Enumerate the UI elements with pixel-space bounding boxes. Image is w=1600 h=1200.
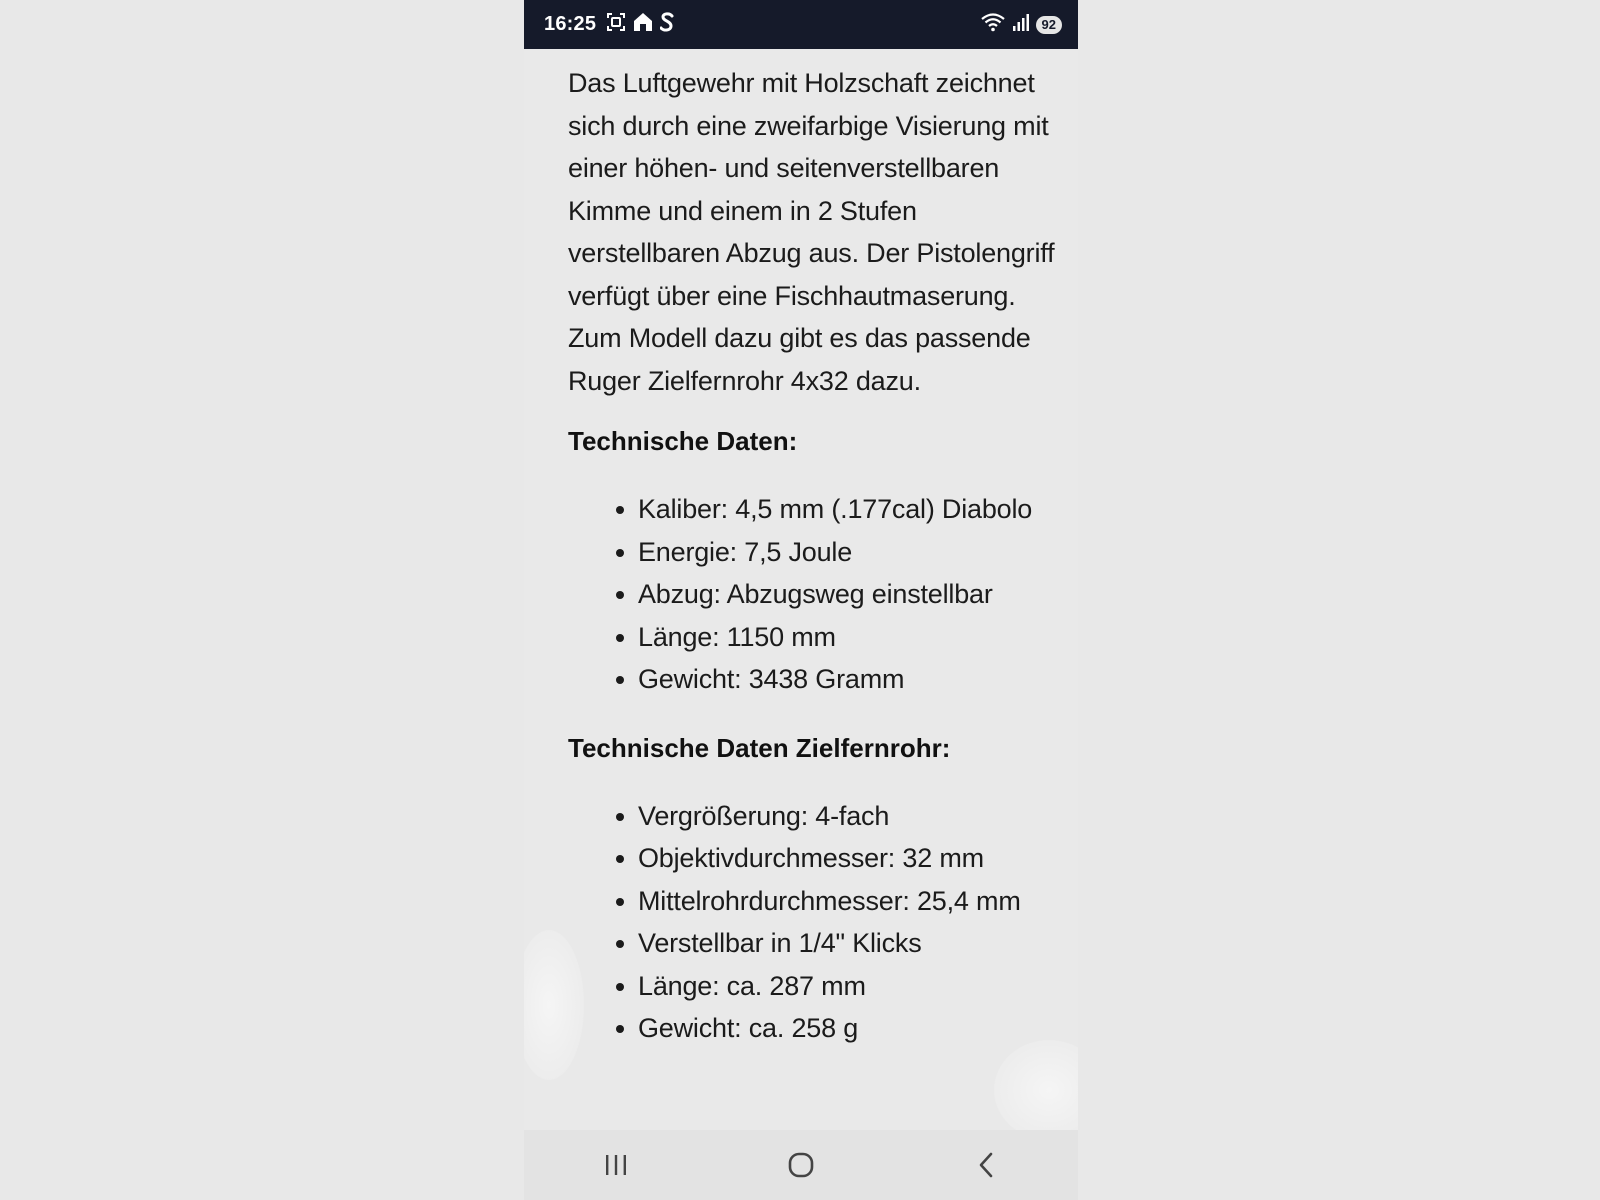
battery-badge: 92 [1036, 16, 1062, 34]
status-bar [524, 0, 1078, 49]
navigation-bar [524, 1130, 1078, 1200]
bullet-icon [616, 813, 624, 821]
bullet-icon [616, 506, 624, 514]
list-item: Verstellbar in 1/4" Klicks [616, 922, 1068, 965]
status-time: 16:25 [544, 13, 597, 35]
scope-specs-list [568, 795, 1068, 1050]
bullet-icon [616, 549, 624, 557]
list-item: Energie: 7,5 Joule [616, 531, 1068, 574]
article-content [568, 62, 1068, 1050]
list-item: Gewicht: ca. 258 g [616, 1007, 1068, 1050]
bullet-icon [616, 855, 624, 863]
list-item: Kaliber: 4,5 mm (.177cal) Diabolo [616, 488, 1068, 531]
scope-specs-heading: Technische Daten Zielfernrohr: [568, 732, 951, 763]
list-item: Mittelrohrdurchmesser: 25,4 mm [616, 880, 1068, 923]
bullet-icon [616, 591, 624, 599]
recent-apps-icon [603, 1153, 629, 1177]
specs-heading: Technische Daten: [568, 426, 798, 456]
home-button-icon [787, 1151, 815, 1179]
status-left-icons [606, 12, 674, 37]
back-button[interactable] [956, 1140, 1016, 1190]
wifi-icon [980, 12, 1006, 37]
bullet-icon [616, 983, 624, 991]
bullet-icon [616, 940, 624, 948]
specs-list [568, 488, 1068, 701]
screenshot-icon [606, 12, 626, 37]
list-item: Objektivdurchmesser: 32 mm [616, 837, 1068, 880]
list-item: Vergrößerung: 4-fach [616, 795, 1068, 838]
status-right-icons [980, 12, 1062, 37]
bullet-icon [616, 634, 624, 642]
home-icon [632, 12, 654, 37]
phone-screen [524, 0, 1078, 1200]
recent-apps-button[interactable] [586, 1140, 646, 1190]
list-item: Gewicht: 3438 Gramm [616, 658, 1068, 701]
list-item: Länge: 1150 mm [616, 616, 1068, 659]
bullet-icon [616, 898, 624, 906]
s-app-icon [660, 12, 674, 37]
bullet-icon [616, 1025, 624, 1033]
list-item: Abzug: Abzugsweg einstellbar [616, 573, 1068, 616]
home-button[interactable] [771, 1140, 831, 1190]
bullet-icon [616, 676, 624, 684]
signal-icon [1012, 12, 1030, 37]
product-description: Das Luftgewehr mit Holzschaft zeichnet sich durch eine zweifarbige Visierung mit einer höhen- und seitenverstellbaren Kimme und einem in 2 Stufen verstellbaren Abzug aus. Der Pistolengriff verfügt über eine Fischhautmaserung. Zum Modell dazu gibt es das passende Ruger Zielfernrohr 4x32 dazu. [568, 68, 1055, 396]
decorative-smudge [994, 1040, 1078, 1140]
back-icon [976, 1151, 996, 1179]
list-item: Länge: ca. 287 mm [616, 965, 1068, 1008]
